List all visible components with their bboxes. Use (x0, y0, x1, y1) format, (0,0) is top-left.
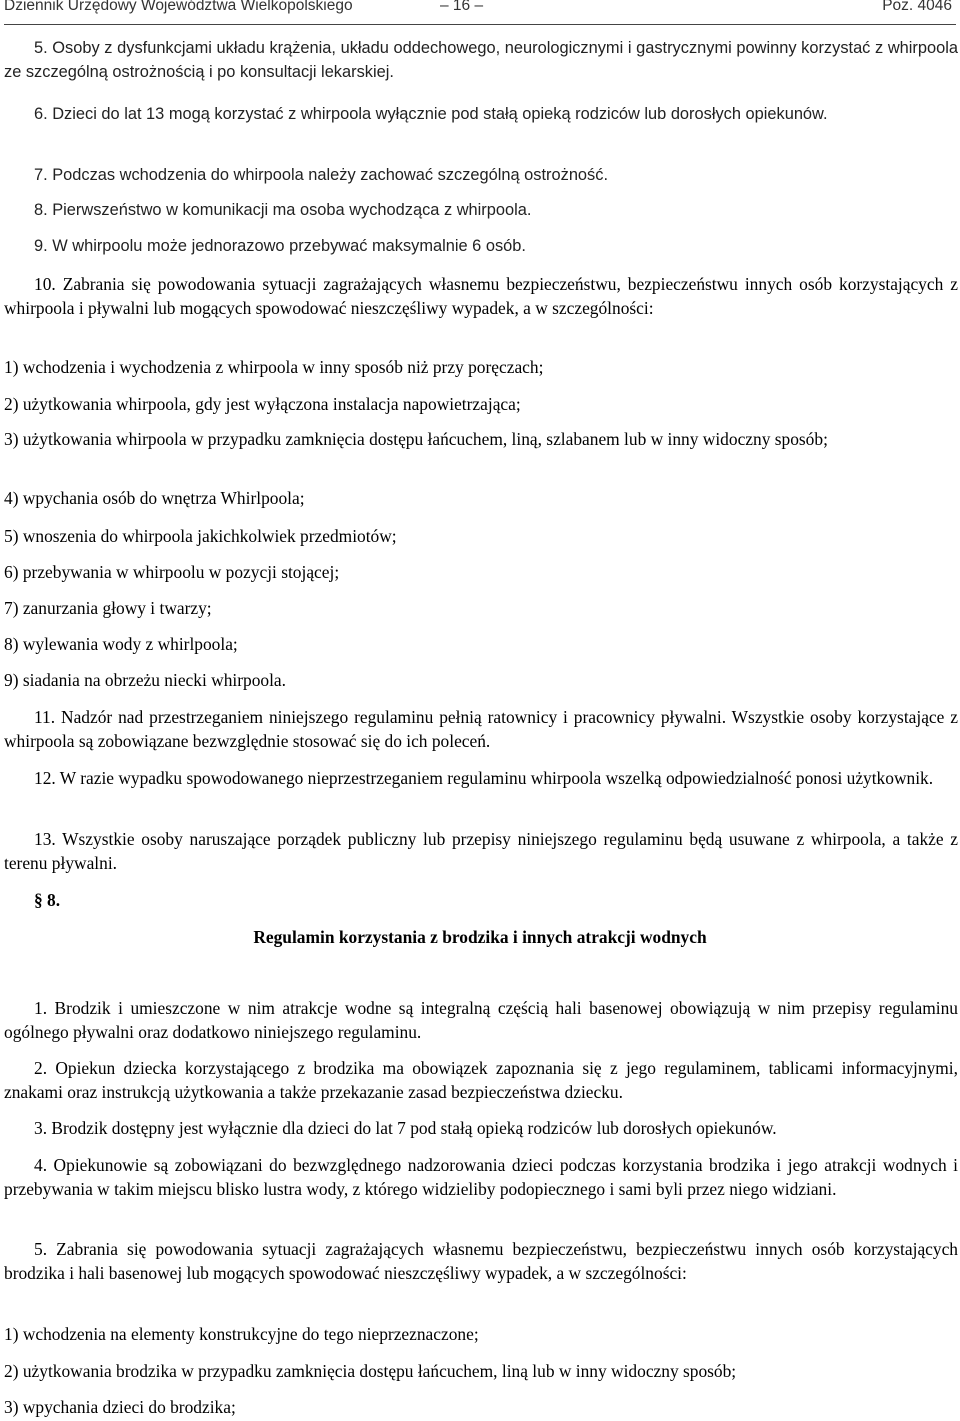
list-item: 2) użytkowania whirpoola, gdy jest wyłączona instalacja napowietrzająca; (4, 394, 521, 414)
wading-pool-rule-1-block (4, 996, 958, 1044)
whirlpool-rules-intro (4, 36, 958, 84)
header-divider (4, 24, 956, 25)
list-item: 6) przebywania w whirpoolu w pozycji stojącej; (4, 562, 340, 582)
list-item: 3) użytkowania whirpoola w przypadku zamknięcia dostępu łańcuchem, liną, szlabanem lub w inny widoczny sposób; (4, 429, 828, 449)
wading-pool-rule-2-block (4, 1056, 958, 1104)
whirlpool-rule-10-block (4, 272, 958, 320)
wading-pool-rule-5: 5. Zabrania się powodowania sytuacji zagrażających własnemu bezpieczeństwu, bezpieczeństwu innych osób korzystających brodzika i hali basenowej lub mogących spowodować nieszczęśliwy wypadek, a w szczególności: (4, 1239, 958, 1283)
list-item: 7) zanurzania głowy i twarzy; (4, 598, 212, 618)
wading-pool-rule-3-block (4, 1116, 958, 1140)
rule-11: 11. Nadzór nad przestrzeganiem niniejszego regulaminu pełnią ratownicy i pracownicy pływalni. Wszystkie osoby korzystające z whirpoola są zobowiązane bezwzględnie stosować się do ich poleceń. (4, 707, 958, 751)
list-item: 1) wchodzenia i wychodzenia z whirpoola w inny sposób niż przy poręczach; (4, 357, 544, 377)
whirlpool-rule-12-block (4, 766, 958, 790)
rule-13: 13. Wszystkie osoby naruszające porządek publiczny lub przepisy niniejszego regulaminu będą usuwane z whirpoola, a także z terenu pływalni. (4, 829, 958, 873)
rule-9: 9. W whirpoolu może jednorazowo przebywać maksymalnie 6 osób. (34, 237, 526, 255)
wading-pool-rule-4: 4. Opiekunowie są zobowiązani do bezwzględnego nadzorowania dzieci podczas korzystania brodzika i jego atrakcji wodnych i przebywania w takim miejscu blisko lustra wody, z którego widzieliby podopiecznego i sami byli przez niego widziani. (4, 1155, 958, 1199)
whirlpool-rule-8-block (4, 198, 958, 222)
whirlpool-rule-9-block (4, 234, 958, 258)
page-header (4, 0, 952, 18)
list-item: 4) wpychania osób do wnętrza Whirlpoola; (4, 488, 305, 508)
whirlpool-rule-13-block (4, 827, 958, 875)
section-number: § 8. (34, 890, 61, 910)
rule-5: 5. Osoby z dysfunkcjami układu krążenia, układu oddechowego, neurologicznymi i gastrycznymi powinny korzystać z whirpoola ze szczególną ostrożnością i po konsultacji lekarskiej. (4, 39, 958, 81)
list-item: 3) wpychania dzieci do brodzika; (4, 1397, 236, 1417)
rule-6: 6. Dzieci do lat 13 mogą korzystać z whirpoola wyłącznie pod stałą opieką rodziców lub dorosłych opiekunów. (34, 105, 828, 123)
journal-title: Dziennik Urzędowy Województwa Wielkopolskiego (4, 0, 353, 14)
wading-pool-rule-4-block (4, 1153, 958, 1201)
wading-pool-rule-1: 1. Brodzik i umieszczone w nim atrakcje wodne są integralną częścią hali basenowej obowiązują w nim przepisy regulaminu ogólnego pływalni oraz dodatkowo niniejszego regulaminu. (4, 998, 958, 1042)
list-item: 1) wchodzenia na elementy konstrukcyjne do tego nieprzeznaczone; (4, 1324, 479, 1344)
rule-12: 12. W razie wypadku spowodowanego nieprzestrzeganiem regulaminu whirpoola wszelką odpowiedzialność ponosi użytkownik. (34, 768, 934, 788)
section-title: Regulamin korzystania z brodzika i innych atrakcji wodnych (253, 927, 707, 947)
wading-pool-rule-5-block (4, 1237, 958, 1285)
whirlpool-rule-6-block (4, 102, 958, 126)
rule-8: 8. Pierwszeństwo w komunikacji ma osoba wychodząca z whirpoola. (34, 201, 532, 219)
list-item: 5) wnoszenia do whirpoola jakichkolwiek przedmiotów; (4, 526, 397, 546)
page-number: – 16 – (440, 0, 484, 14)
position-number: Poz. 4046 (882, 0, 952, 14)
rule-7: 7. Podczas wchodzenia do whirpoola należy zachować szczególną ostrożność. (34, 166, 608, 184)
whirlpool-rule-11-block (4, 705, 958, 753)
list-item: 9) siadania na obrzeżu niecki whirpoola. (4, 670, 287, 690)
list-item: 8) wylewania wody z whirlpoola; (4, 634, 238, 654)
list-item: 2) użytkowania brodzika w przypadku zamknięcia dostępu łańcuchem, liną lub w inny widoczny sposób; (4, 1361, 737, 1381)
wading-pool-rule-3: 3. Brodzik dostępny jest wyłącznie dla dzieci do lat 7 pod stałą opieką rodziców lub dorosłych opiekunów. (34, 1118, 777, 1138)
rule-10: 10. Zabrania się powodowania sytuacji zagrażających własnemu bezpieczeństwu, bezpieczeństwu innych osób korzystających z whirpoola i pływalni lub mogących spowodować nieszczęśliwy wypadek, a w szczególności: (4, 274, 958, 318)
whirlpool-rule-7-block (4, 163, 958, 187)
wading-pool-rule-2: 2. Opiekun dziecka korzystającego z brodzika ma obowiązek zapoznania się z jego regulaminem, tablicami informacyjnymi, znakami oraz instrukcją użytkowania a także przekazanie zasad bezpieczeństwa dziecku. (4, 1058, 958, 1102)
